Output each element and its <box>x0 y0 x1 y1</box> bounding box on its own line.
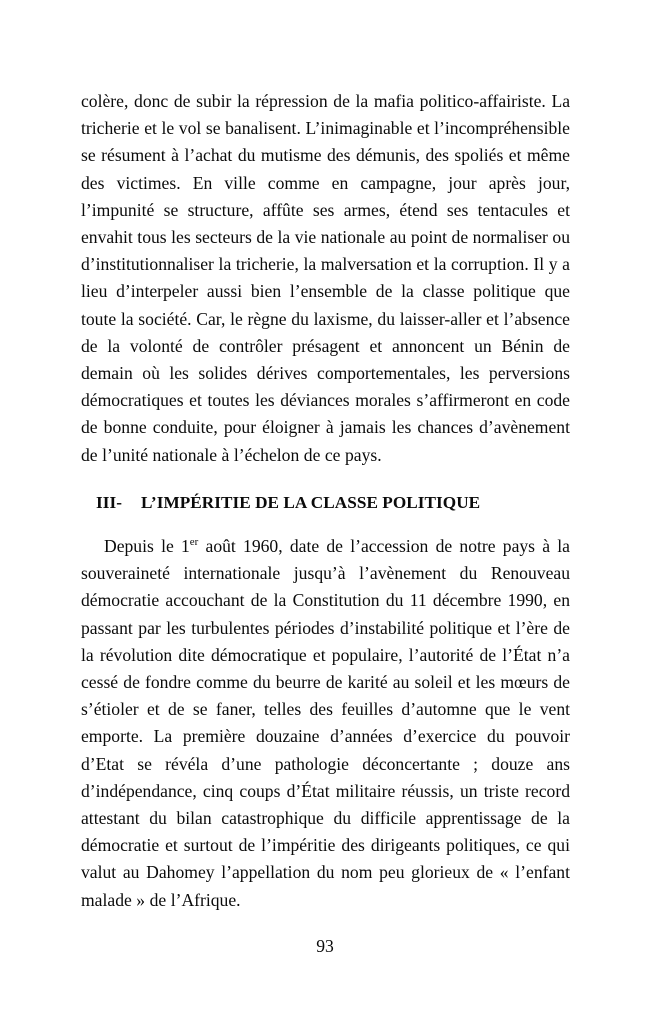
section-heading-number: III- <box>96 492 122 512</box>
paragraph-continuation: colère, donc de subir la répression de la mafia politico-affairiste. La tricherie et le vol se banalisent. L’inimaginable et l’incompréhensible se résument à l’achat du mutisme des démunis, des spoliés et même des victimes. En ville comme en campagne, jour après jour, l’impunité se structure, affûte ses armes, étend ses tentacules et envahit tous les secteurs de la vie nationale au point de normaliser ou d’institutionnaliser la tricherie, la malversation et la corruption. Il y a lieu d’interpeler aussi bien l’ensemble de la classe politique que toute la société. Car, le règne du laxisme, du laisser-aller et l’absence de la volonté de contrôler présagent et annoncent un Bénin de demain où les solides dérives comportementales, les perversions démocratiques et toutes les déviances morales s’affirmeront en code de bonne conduite, pour éloigner à jamais les chances d’avènement de l’unité nationale à l’échelon de ce pays. <box>81 91 570 465</box>
heading-bottom-spacer <box>81 516 570 533</box>
paragraph-text-rest: août 1960, date de l’accession de notre pays à la souveraineté internationale jusqu’à l’avènement du Renouveau démocratie accouchant de la Constitution du 11 décembre 1990, en passant par les turbulentes périodes d’instabilité politique et l’ère de la révolution dite démocratique et populaire, l’autorité de l’État n’a cessé de fondre comme du beurre de karité au soleil et les mœurs de s’étioler et de se faner, telles des feuilles d’automne que le vent emporte. La première douzaine d’années d’exercice du pouvoir d’Etat se révéla d’une pathologie déconcertante ; douze ans d’indépendance, cinq coups d’État militaire réussis, un triste record attestant du bilan catastrophique du difficile apprentissage de la démocratie et surtout de l’impéritie des dirigeants politiques, ce qui valut au Dahomey l’appellation du nom peu glorieux de « l’enfant malade » de l’Afrique. <box>81 536 570 910</box>
section-heading-title: L’IMPÉRITIE DE LA CLASSE POLITIQUE <box>141 492 481 512</box>
page-number: 93 <box>316 936 334 956</box>
paragraph-section-body <box>81 533 570 914</box>
text-column <box>81 88 570 914</box>
heading-top-spacer <box>81 469 570 489</box>
paragraph-text-lead: Depuis le 1 <box>104 536 190 557</box>
ordinal-suffix: er <box>189 536 199 549</box>
section-heading <box>81 489 570 516</box>
